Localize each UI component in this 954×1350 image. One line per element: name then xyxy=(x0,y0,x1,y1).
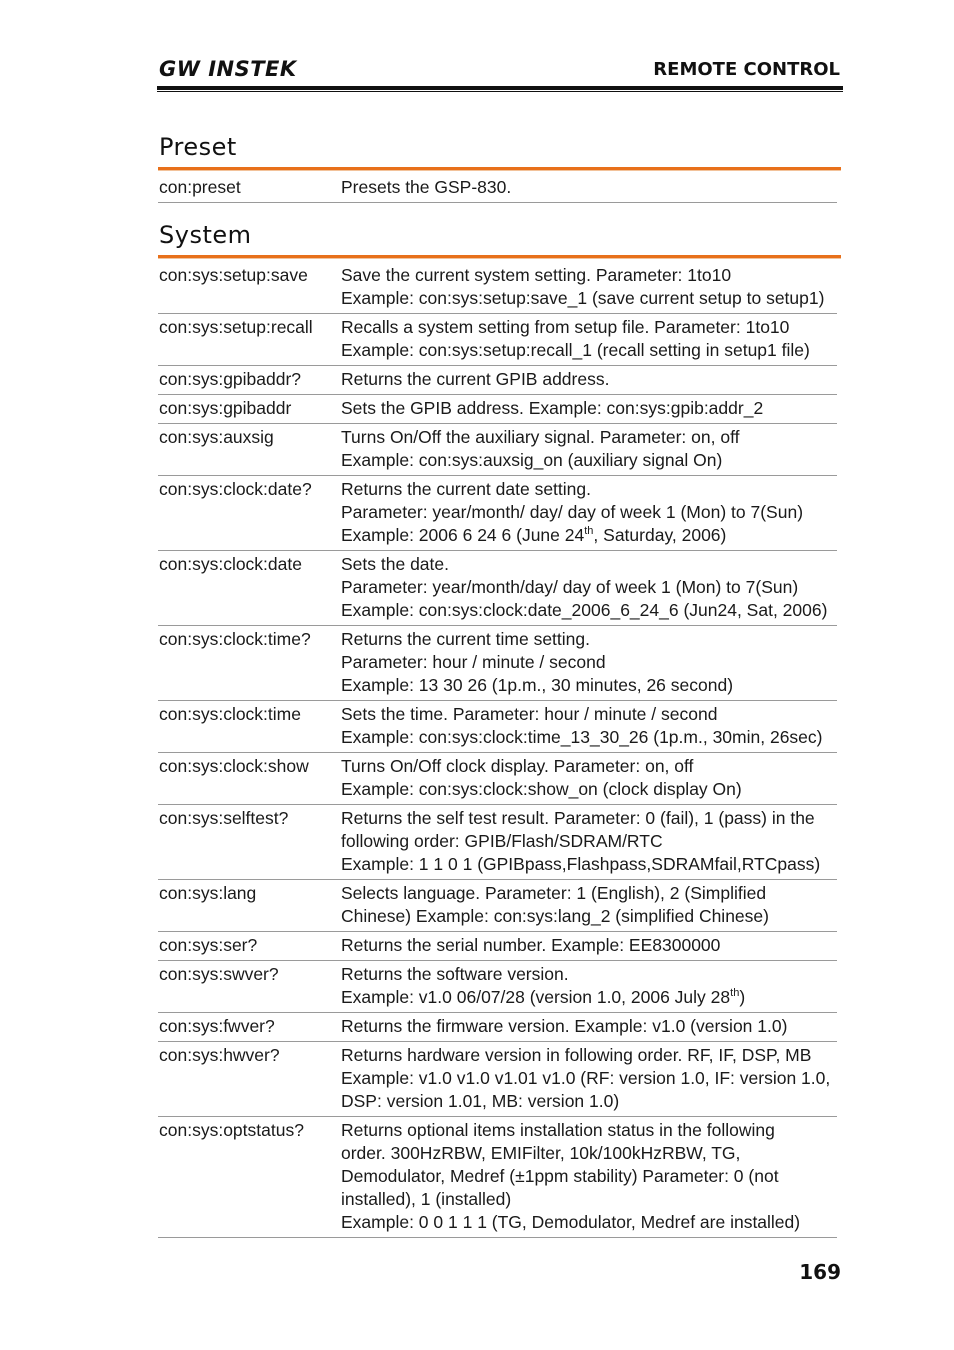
system-heading-rule-shadow xyxy=(158,258,841,259)
command-name: con:sys:auxsig xyxy=(158,424,341,476)
description-line: Demodulator, Medref (±1ppm stability) Parameter: 0 (not xyxy=(341,1166,779,1186)
description-text: , Saturday, 2006) xyxy=(593,525,727,545)
description-line: Returns the current time setting. xyxy=(341,629,590,649)
description-line: Example: 0 0 1 1 1 (TG, Demodulator, Medref are installed) xyxy=(341,1212,801,1232)
table-row xyxy=(158,476,837,551)
description-line: installed), 1 (installed) xyxy=(341,1189,512,1209)
table-row xyxy=(158,880,837,932)
section-header: REMOTE CONTROL xyxy=(653,59,840,80)
description-line: Returns the serial number. Example: EE8300000 xyxy=(341,935,721,955)
ordinal-superscript: th xyxy=(730,987,740,1000)
table-row xyxy=(158,1042,837,1117)
description-line: Selects language. Parameter: 1 (English), 2 (Simplified xyxy=(341,883,767,903)
table-row xyxy=(158,314,837,366)
description-line: Turns On/Off clock display. Parameter: on, off xyxy=(341,756,694,776)
command-description xyxy=(341,1013,837,1042)
header-rule-thin xyxy=(157,91,843,92)
preset-command-table xyxy=(158,174,837,203)
header-rule xyxy=(157,86,843,90)
command-name: con:sys:clock:time? xyxy=(158,626,341,701)
description-line: Returns the self test result. Parameter: 0 (fail), 1 (pass) in the xyxy=(341,808,815,828)
description-line: Example: con:sys:setup:save_1 (save current setup to setup1) xyxy=(341,288,825,308)
description-text: ) xyxy=(739,987,746,1007)
table-row xyxy=(158,424,837,476)
description-line: Example: con:sys:auxsig_on (auxiliary signal On) xyxy=(341,450,723,470)
command-name: con:sys:clock:show xyxy=(158,753,341,805)
description-text: Example: 2006 6 24 6 (June 24 xyxy=(341,525,585,545)
description-line: Parameter: year/month/ day/ day of week 1 (Mon) to 7(Sun) xyxy=(341,502,804,522)
description-line: Example: con:sys:clock:time_13_30_26 (1p.m., 30min, 26sec) xyxy=(341,727,823,747)
preset-heading-rule-shadow xyxy=(158,170,841,171)
description-line: Returns the current date setting. xyxy=(341,479,591,499)
command-name: con:sys:clock:date xyxy=(158,551,341,626)
command-name: con:sys:gpibaddr? xyxy=(158,366,341,395)
description-line xyxy=(341,524,837,547)
description-line: Example: v1.0 v1.0 v1.01 v1.0 (RF: version 1.0, IF: version 1.0, xyxy=(341,1068,831,1088)
command-name: con:sys:ser? xyxy=(158,932,341,961)
command-name: con:sys:optstatus? xyxy=(158,1117,341,1238)
description-line: order. 300HzRBW, EMIFilter, 10k/100kHzRBW, TG, xyxy=(341,1143,741,1163)
command-description xyxy=(341,932,837,961)
command-description xyxy=(341,262,837,314)
system-heading: System xyxy=(159,221,252,249)
table-row xyxy=(158,1117,837,1238)
table-row xyxy=(158,961,837,1013)
description-line: Recalls a system setting from setup file. Parameter: 1to10 xyxy=(341,317,790,337)
description-line: Example: 1 1 0 1 (GPIBpass,Flashpass,SDRAMfail,RTCpass) xyxy=(341,854,821,874)
command-name: con:sys:hwver? xyxy=(158,1042,341,1117)
system-command-table xyxy=(158,262,837,1238)
description-line: Returns hardware version in following order. RF, IF, DSP, MB xyxy=(341,1045,812,1065)
description-line: Example: con:sys:setup:recall_1 (recall setting in setup1 file) xyxy=(341,340,810,360)
command-description xyxy=(341,880,837,932)
table-row xyxy=(158,262,837,314)
description-text: Example: v1.0 06/07/28 (version 1.0, 2006 July 28 xyxy=(341,987,731,1007)
description-line: Example: con:sys:clock:show_on (clock display On) xyxy=(341,779,742,799)
table-row xyxy=(158,626,837,701)
command-description xyxy=(341,314,837,366)
command-description xyxy=(341,626,837,701)
description-line: Parameter: hour / minute / second xyxy=(341,652,606,672)
gw-instek-logo: GW INSTEK xyxy=(159,57,297,81)
description-line: Sets the GPIB address. Example: con:sys:gpib:addr_2 xyxy=(341,398,764,418)
table-row xyxy=(158,932,837,961)
command-description xyxy=(341,551,837,626)
command-description xyxy=(341,753,837,805)
command-name: con:sys:setup:save xyxy=(158,262,341,314)
command-name: con:sys:gpibaddr xyxy=(158,395,341,424)
table-row xyxy=(158,174,837,203)
command-description xyxy=(341,961,837,1013)
page-number: 169 xyxy=(799,1260,841,1284)
command-name: con:sys:clock:date? xyxy=(158,476,341,551)
command-description xyxy=(341,701,837,753)
command-name: con:sys:swver? xyxy=(158,961,341,1013)
description-line: Sets the date. xyxy=(341,554,449,574)
command-name: con:sys:fwver? xyxy=(158,1013,341,1042)
command-description xyxy=(341,174,837,203)
table-row xyxy=(158,395,837,424)
description-line: Returns the software version. xyxy=(341,964,569,984)
ordinal-superscript: th xyxy=(584,525,594,538)
description-line xyxy=(341,986,837,1009)
table-row xyxy=(158,753,837,805)
description-line: Presets the GSP-830. xyxy=(341,177,512,197)
description-line: Example: con:sys:clock:date_2006_6_24_6 (Jun24, Sat, 2006) xyxy=(341,600,828,620)
description-line: Example: 13 30 26 (1p.m., 30 minutes, 26 second) xyxy=(341,675,734,695)
description-line: Save the current system setting. Parameter: 1to10 xyxy=(341,265,732,285)
preset-heading: Preset xyxy=(159,133,237,161)
command-description xyxy=(341,805,837,880)
command-name: con:sys:selftest? xyxy=(158,805,341,880)
description-line: Sets the time. Parameter: hour / minute / second xyxy=(341,704,718,724)
description-line: Turns On/Off the auxiliary signal. Parameter: on, off xyxy=(341,427,740,447)
table-row xyxy=(158,805,837,880)
description-line: Returns the firmware version. Example: v1.0 (version 1.0) xyxy=(341,1016,788,1036)
command-description xyxy=(341,1117,837,1238)
table-row xyxy=(158,551,837,626)
command-name: con:sys:lang xyxy=(158,880,341,932)
description-line: Chinese) Example: con:sys:lang_2 (simplified Chinese) xyxy=(341,906,769,926)
command-description xyxy=(341,1042,837,1117)
command-description xyxy=(341,424,837,476)
table-row xyxy=(158,701,837,753)
description-line: Returns the current GPIB address. xyxy=(341,369,610,389)
description-line: Parameter: year/month/day/ day of week 1 (Mon) to 7(Sun) xyxy=(341,577,799,597)
table-row xyxy=(158,1013,837,1042)
command-description xyxy=(341,476,837,551)
description-line: DSP: version 1.01, MB: version 1.0) xyxy=(341,1091,620,1111)
command-name: con:preset xyxy=(158,174,341,203)
command-name: con:sys:setup:recall xyxy=(158,314,341,366)
command-description xyxy=(341,395,837,424)
command-description xyxy=(341,366,837,395)
description-line: Returns optional items installation status in the following xyxy=(341,1120,775,1140)
table-row xyxy=(158,366,837,395)
description-line: following order: GPIB/Flash/SDRAM/RTC xyxy=(341,831,663,851)
command-name: con:sys:clock:time xyxy=(158,701,341,753)
